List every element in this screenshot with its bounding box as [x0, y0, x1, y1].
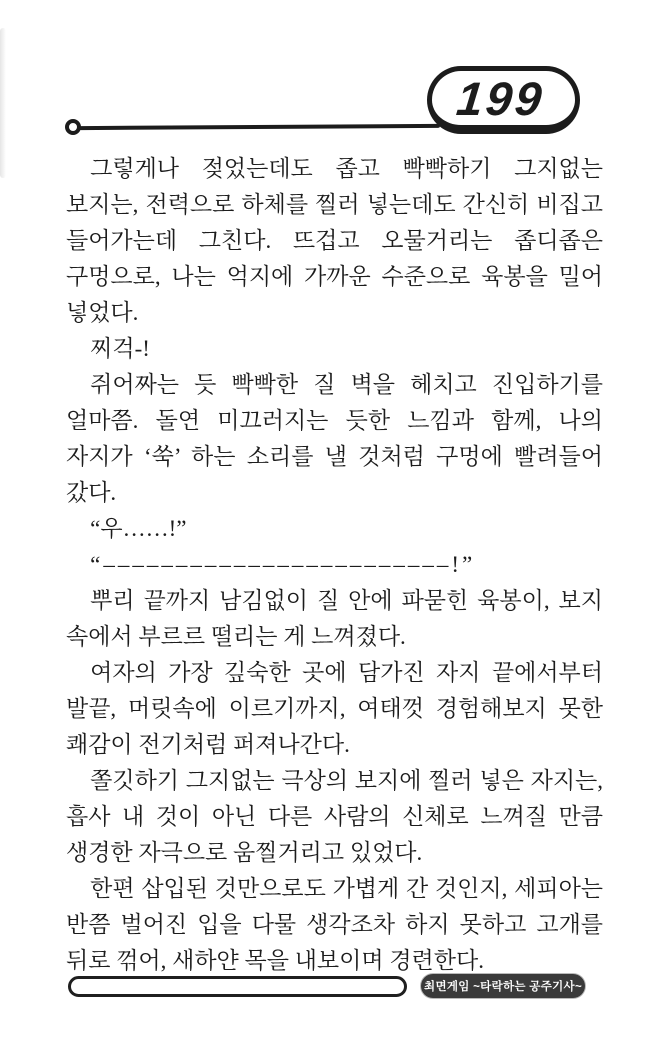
series-title: 최면게임 ~타락하는 공주기사~ — [424, 981, 582, 993]
paragraph: 뿌리 끝까지 남김없이 질 안에 파묻힌 육봉이, 보지 속에서 부르르 떨리는 게 느껴졌다. — [66, 588, 603, 649]
paragraph-dialogue: “우……!” — [90, 516, 187, 541]
page-number-badge — [427, 66, 580, 134]
page-number: 199 — [453, 71, 547, 125]
paragraph: 그렇게나 젖었는데도 좁고 빡빡하기 그지없는 보지는, 전력으로 하체를 찔러 넣는데도 간신히 비집고 들어가는데 그친다. 뜨겁고 오물거리는 좁디좁은 구멍으로, 나는 억지에 가까운 수준으로 육봉을 밀어 넣었다. — [66, 156, 603, 325]
body-text — [66, 151, 603, 979]
paragraph: 쥐어짜는 듯 빡빡한 질 벽을 헤치고 진입하기를 얼마쯤. 돌연 미끄러지는 듯한 느낌과 함께, 나의 자지가 ‘쑥’ 하는 소리를 낼 것처럼 구멍에 빨려들어 갔다. — [66, 372, 603, 505]
footer-bar — [68, 976, 407, 997]
scan-artifact — [0, 28, 6, 178]
paragraph: 한편 삽입된 것만으로도 가볍게 간 것인지, 세피아는 반쯤 벌어진 입을 다물 생각조차 하지 못하고 고개를 뒤로 꺾어, 새하얀 목을 내보이며 경련한다. — [66, 876, 603, 973]
header-rule — [79, 124, 440, 130]
paragraph-dialogue: “––––––––––––––––––––––––!” — [90, 552, 476, 577]
paragraph: 쫄깃하기 그지없는 극상의 보지에 찔러 넣은 자지는, 흡사 내 것이 아닌 다른 사람의 신체로 느껴질 만큼 생경한 자극으로 움찔거리고 있었다. — [66, 768, 603, 865]
series-title-badge — [421, 974, 585, 998]
paragraph: 찌걱-! — [90, 336, 150, 361]
paragraph: 여자의 가장 깊숙한 곳에 담가진 자지 끝에서부터 발끝, 머릿속에 이르기까지, 여태껏 경험해보지 못한 쾌감이 전기처럼 퍼져나간다. — [66, 660, 603, 757]
